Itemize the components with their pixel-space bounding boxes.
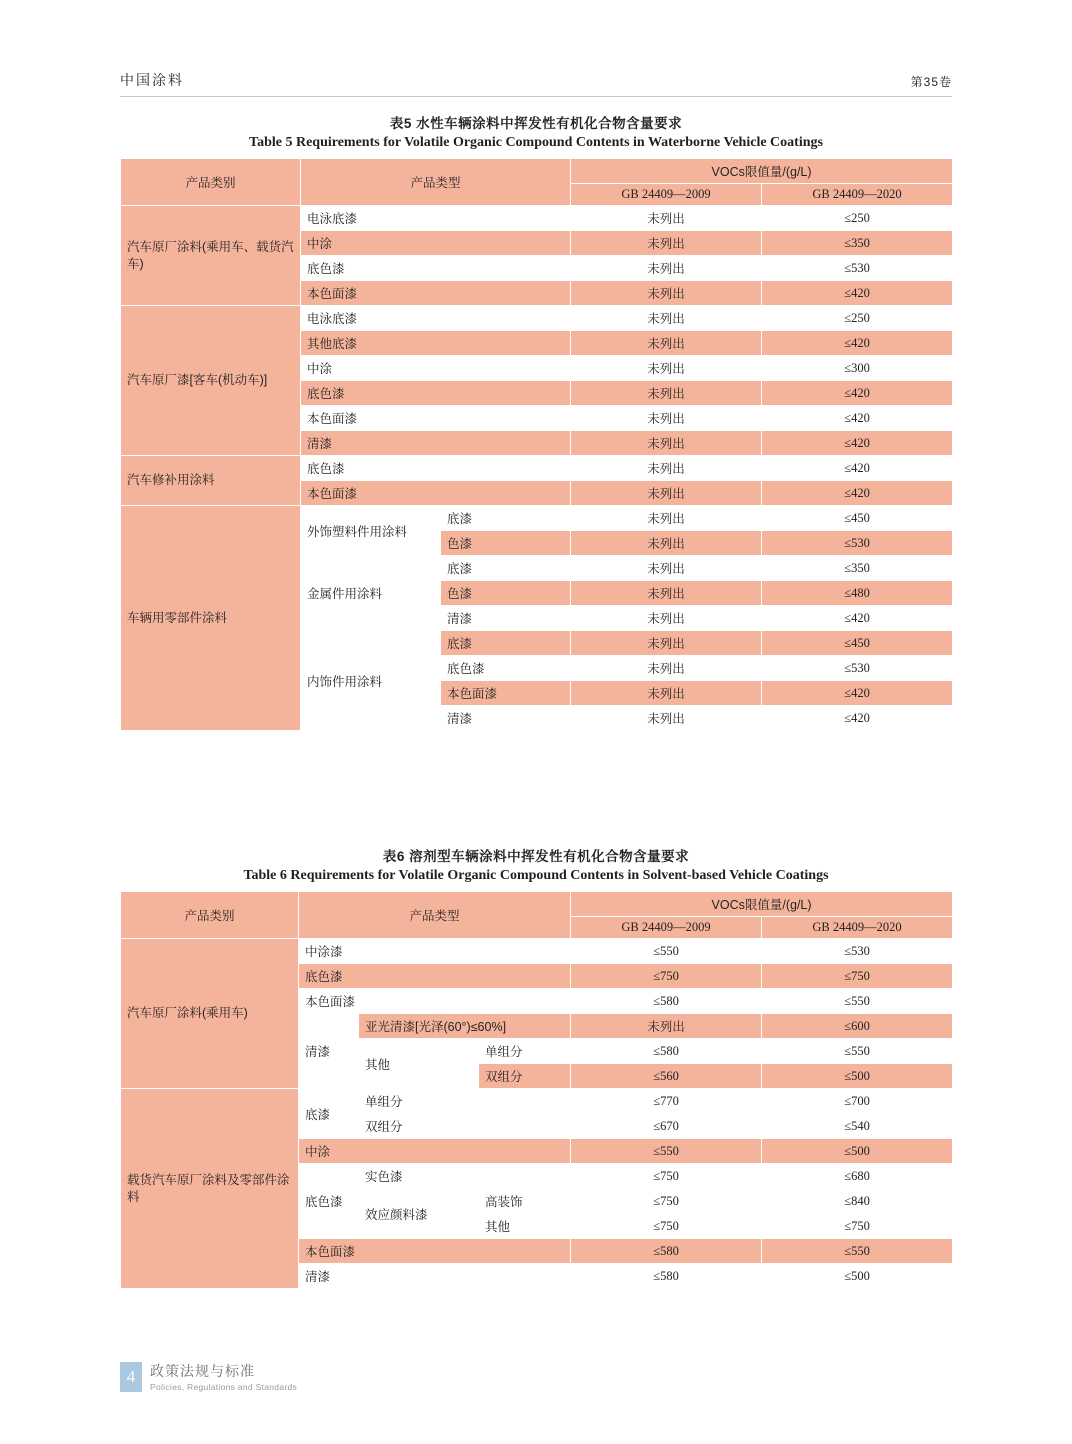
cell-std-new-value: ≤450 <box>762 631 953 656</box>
cell-std-new-value: ≤420 <box>762 431 953 456</box>
cell-subtype: 底色漆 <box>441 656 571 681</box>
cell-std-old-value: 未列出 <box>571 231 762 256</box>
cell-std-new-value: ≤530 <box>762 531 953 556</box>
cell-subtype: 底漆 <box>441 556 571 581</box>
table6 <box>120 891 953 1289</box>
table6-block <box>120 845 952 1289</box>
cell-std-new-value: ≤420 <box>762 281 953 306</box>
table-row <box>121 1089 953 1114</box>
page-footer <box>120 1361 297 1392</box>
page-header <box>120 70 952 97</box>
cell-type: 清漆 <box>299 1014 359 1089</box>
cell-std-old-value: 未列出 <box>571 256 762 281</box>
table6-header-row <box>121 892 953 917</box>
cell-std-old-value: 未列出 <box>571 556 762 581</box>
cell-type: 本色面漆 <box>299 1239 571 1264</box>
cell-std-new-value: ≤500 <box>762 1064 953 1089</box>
cell-type: 电泳底漆 <box>301 306 571 331</box>
cell-category: 载货汽车原厂涂料及零部件涂料 <box>121 1089 299 1289</box>
table5-title-en: Table 5 Requirements for Volatile Organic Compound Contents in Waterborne Vehicle Coatings <box>249 135 823 150</box>
cell-category: 汽车原厂漆[客车(机动车)] <box>121 306 301 456</box>
cell-std-new-value: ≤450 <box>762 506 953 531</box>
cell-type: 底漆 <box>299 1089 359 1139</box>
cell-type: 底色漆 <box>299 1164 359 1239</box>
cell-std-new-value: ≤350 <box>762 556 953 581</box>
footer-section-cn: 政策法规与标准 <box>150 1363 255 1379</box>
cell-std-new-value: ≤680 <box>762 1164 953 1189</box>
cell-std-new-value: ≤750 <box>762 1214 953 1239</box>
cell-std-new-value: ≤420 <box>762 481 953 506</box>
cell-std-new-value: ≤530 <box>762 656 953 681</box>
cell-type: 本色面漆 <box>301 406 571 431</box>
cell-std-old-value: 未列出 <box>571 681 762 706</box>
cell-subtype: 色漆 <box>441 581 571 606</box>
cell-std-new-value: ≤480 <box>762 581 953 606</box>
table5-header-std-old: GB 24409—2009 <box>571 184 762 206</box>
cell-std-old-value: 未列出 <box>571 631 762 656</box>
cell-std-new-value: ≤420 <box>762 681 953 706</box>
cell-std-old-value: ≤750 <box>571 964 762 989</box>
cell-subtype: 底漆 <box>441 631 571 656</box>
table5-header-category: 产品类别 <box>121 159 301 206</box>
table5-header-type: 产品类型 <box>301 159 571 206</box>
cell-type: 本色面漆 <box>301 281 571 306</box>
cell-std-old-value: 未列出 <box>571 456 762 481</box>
cell-type: 本色面漆 <box>299 989 571 1014</box>
cell-std-old-value: 未列出 <box>571 581 762 606</box>
table5-header-std-new: GB 24409—2020 <box>762 184 953 206</box>
cell-subtype: 色漆 <box>441 531 571 556</box>
cell-std-old-value: 未列出 <box>571 481 762 506</box>
table-row <box>121 206 953 231</box>
cell-std-new-value: ≤250 <box>762 206 953 231</box>
cell-std-old-value: 未列出 <box>571 331 762 356</box>
table-row <box>121 939 953 964</box>
page-number: 4 <box>120 1362 142 1392</box>
cell-subtype: 清漆 <box>441 706 571 731</box>
cell-std-old-value: ≤550 <box>571 939 762 964</box>
cell-std-old-value: ≤580 <box>571 1264 762 1289</box>
cell-std-old-value: 未列出 <box>571 606 762 631</box>
cell-std-new-value: ≤530 <box>762 939 953 964</box>
cell-std-new-value: ≤750 <box>762 964 953 989</box>
table-row <box>121 306 953 331</box>
table5 <box>120 158 953 731</box>
cell-std-old-value: ≤580 <box>571 989 762 1014</box>
cell-std-old-value: 未列出 <box>571 531 762 556</box>
cell-std-old-value: 未列出 <box>571 281 762 306</box>
table-row <box>121 506 953 531</box>
cell-subtype: 其他 <box>359 1039 479 1089</box>
cell-type: 其他底漆 <box>301 331 571 356</box>
cell-category: 汽车原厂涂料(乘用车、载货汽车) <box>121 206 301 306</box>
table6-header-type: 产品类型 <box>299 892 571 939</box>
cell-std-new-value: ≤420 <box>762 331 953 356</box>
cell-std-old-value: 未列出 <box>571 1014 762 1039</box>
cell-subtype2: 单组分 <box>479 1039 571 1064</box>
cell-std-new-value: ≤550 <box>762 989 953 1014</box>
cell-std-new-value: ≤420 <box>762 706 953 731</box>
cell-std-old-value: ≤670 <box>571 1114 762 1139</box>
cell-std-new-value: ≤500 <box>762 1139 953 1164</box>
cell-std-old-value: ≤550 <box>571 1139 762 1164</box>
cell-type: 电泳底漆 <box>301 206 571 231</box>
cell-std-old-value: ≤560 <box>571 1064 762 1089</box>
cell-std-old-value: 未列出 <box>571 431 762 456</box>
cell-category: 汽车原厂涂料(乘用车) <box>121 939 299 1089</box>
cell-type: 底色漆 <box>301 381 571 406</box>
cell-std-old-value: 未列出 <box>571 706 762 731</box>
cell-std-new-value: ≤530 <box>762 256 953 281</box>
cell-std-new-value: ≤700 <box>762 1089 953 1114</box>
cell-std-new-value: ≤550 <box>762 1239 953 1264</box>
cell-subtype: 清漆 <box>441 606 571 631</box>
cell-subtype2: 其他 <box>479 1214 571 1239</box>
cell-std-old-value: ≤770 <box>571 1089 762 1114</box>
cell-subtype: 实色漆 <box>359 1164 571 1189</box>
cell-std-new-value: ≤500 <box>762 1264 953 1289</box>
cell-subtype: 亚光清漆[光泽(60°)≤60%] <box>359 1014 571 1039</box>
cell-type: 本色面漆 <box>301 481 571 506</box>
cell-std-old-value: ≤750 <box>571 1214 762 1239</box>
cell-std-old-value: 未列出 <box>571 306 762 331</box>
cell-std-new-value: ≤420 <box>762 606 953 631</box>
cell-std-old-value: ≤750 <box>571 1164 762 1189</box>
cell-std-old-value: 未列出 <box>571 356 762 381</box>
table6-title-cn: 表6 溶剂型车辆涂料中挥发性有机化合物含量要求 <box>382 849 690 864</box>
cell-subtype2: 高装饰 <box>479 1189 571 1214</box>
cell-type: 清漆 <box>299 1264 571 1289</box>
cell-type: 外饰塑料件用涂料 <box>301 506 441 556</box>
header-volume: 第35卷 <box>910 75 952 89</box>
cell-type: 金属件用涂料 <box>301 556 441 631</box>
table6-header-voc: VOCs限值量/(g/L) <box>571 892 953 917</box>
cell-subtype2: 双组分 <box>479 1064 571 1089</box>
table6-header-std-new: GB 24409—2020 <box>762 917 953 939</box>
cell-std-old-value: 未列出 <box>571 656 762 681</box>
cell-type: 中涂 <box>299 1139 571 1164</box>
cell-std-old-value: ≤580 <box>571 1039 762 1064</box>
cell-type: 清漆 <box>301 431 571 456</box>
cell-subtype: 单组分 <box>359 1089 571 1114</box>
cell-std-new-value: ≤420 <box>762 406 953 431</box>
cell-category: 车辆用零部件涂料 <box>121 506 301 731</box>
table6-header-category: 产品类别 <box>121 892 299 939</box>
cell-std-new-value: ≤420 <box>762 456 953 481</box>
cell-std-old-value: ≤750 <box>571 1189 762 1214</box>
header-journal-name: 中国涂料 <box>120 72 184 88</box>
table5-header-voc: VOCs限值量/(g/L) <box>571 159 953 184</box>
cell-type: 中涂漆 <box>299 939 571 964</box>
footer-section-en: Policies, Regulations and Standards <box>150 1382 298 1392</box>
cell-type: 底色漆 <box>299 964 571 989</box>
cell-subtype: 效应颜料漆 <box>359 1189 479 1239</box>
cell-type: 中涂 <box>301 231 571 256</box>
table6-title-en: Table 6 Requirements for Volatile Organic Compound Contents in Solvent-based Vehicle Coatings <box>243 868 829 883</box>
cell-type: 内饰件用涂料 <box>301 631 441 731</box>
cell-std-new-value: ≤420 <box>762 381 953 406</box>
cell-category: 汽车修补用涂料 <box>121 456 301 506</box>
table5-header-row <box>121 159 953 184</box>
cell-std-new-value: ≤300 <box>762 356 953 381</box>
table5-block <box>120 112 952 731</box>
cell-std-new-value: ≤540 <box>762 1114 953 1139</box>
cell-std-new-value: ≤350 <box>762 231 953 256</box>
table6-header-std-old: GB 24409—2009 <box>571 917 762 939</box>
cell-std-new-value: ≤550 <box>762 1039 953 1064</box>
cell-std-new-value: ≤250 <box>762 306 953 331</box>
table-row <box>121 456 953 481</box>
cell-subtype: 本色面漆 <box>441 681 571 706</box>
cell-std-new-value: ≤840 <box>762 1189 953 1214</box>
cell-type: 底色漆 <box>301 456 571 481</box>
cell-std-old-value: 未列出 <box>571 506 762 531</box>
cell-subtype: 底漆 <box>441 506 571 531</box>
cell-subtype: 双组分 <box>359 1114 571 1139</box>
cell-std-old-value: 未列出 <box>571 206 762 231</box>
cell-type: 中涂 <box>301 356 571 381</box>
cell-std-old-value: 未列出 <box>571 381 762 406</box>
cell-type: 底色漆 <box>301 256 571 281</box>
cell-std-old-value: ≤580 <box>571 1239 762 1264</box>
cell-std-old-value: 未列出 <box>571 406 762 431</box>
table5-title-cn: 表5 水性车辆涂料中挥发性有机化合物含量要求 <box>389 116 683 131</box>
cell-std-new-value: ≤600 <box>762 1014 953 1039</box>
